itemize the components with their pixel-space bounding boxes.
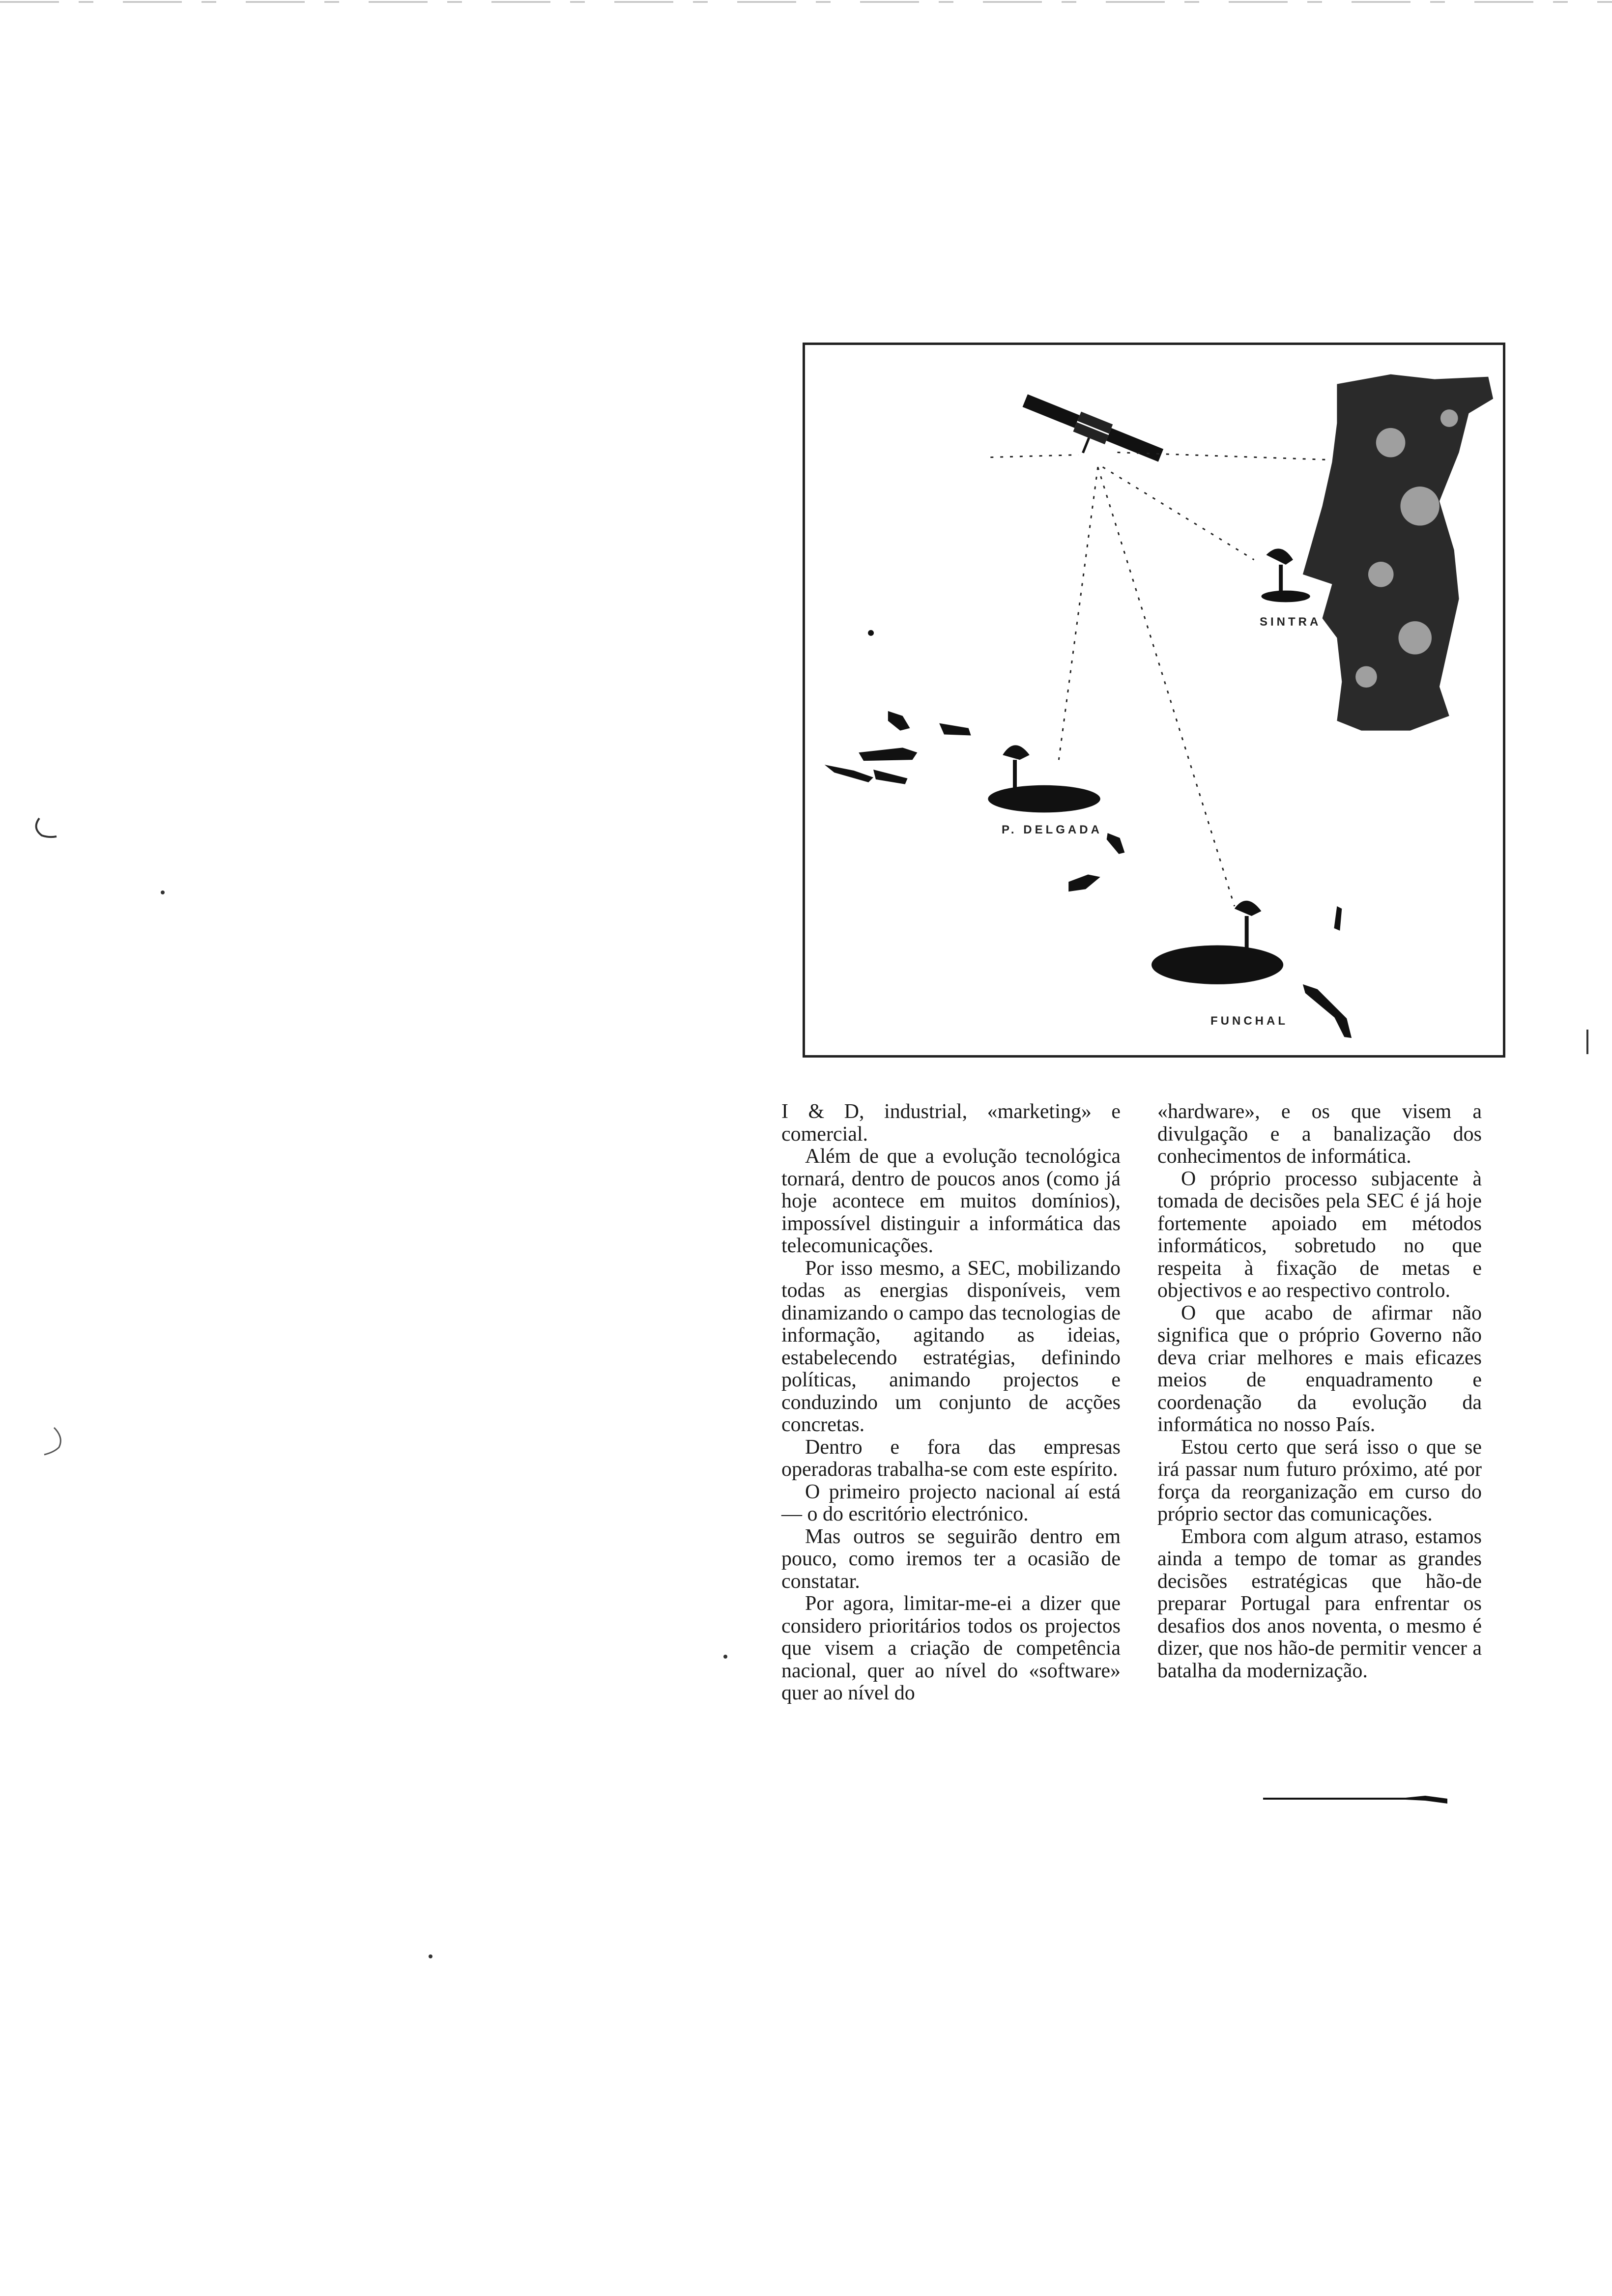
paragraph: O que acabo de afirmar não significa que o próprio Governo não deva criar melhores e mais eficazes meios de enquadramento e coordenação da evolução da informática no nosso País. [1157, 1301, 1482, 1436]
sintra-antenna-icon [1261, 548, 1310, 602]
paragraph: Embora com algum atraso, estamos ainda a tempo de tomar as grandes decisões estratégicas que hão-de preparar Portugal para enfrentar os desafios dos anos noventa, o mesmo é dizer, que nos hão-de permitir vencer a batalha da modernização. [1157, 1525, 1482, 1682]
satellite-map-figure [803, 343, 1505, 1058]
scan-dot [722, 1654, 728, 1660]
paragraph: Por isso mesmo, a SEC, mobilizando todas as energias disponíveis, vem dinamizando o campo das tecnologias de informação, agitando as ideias, estabelecendo estratégias, definindo políticas, animando projectos e conduzindo um conjunto de acções concretas. [781, 1257, 1121, 1436]
scan-mark [29, 816, 59, 855]
paragraph: Estou certo que será isso o que se irá passar num futuro próximo, até por força da reorganização em curso do próprio sector das comunicações. [1157, 1435, 1482, 1525]
paragraph: Mas outros se seguirão dentro em pouco, como iremos ter a ocasião de constatar. [781, 1525, 1121, 1593]
azores-islands-map [825, 711, 1125, 891]
paragraph: Dentro e fora das empresas operadoras trabalha-se com este espírito. [781, 1435, 1121, 1481]
paragraph: Por agora, limitar-me-ei a dizer que considero prioritários todos os projectos que visem a criação de competência nacional, quer ao nível do «software» quer ao nível do [781, 1592, 1121, 1704]
satellite-links [990, 453, 1327, 906]
portugal-mainland-map [1303, 374, 1493, 731]
article-left-column [781, 1101, 1121, 1705]
scan-dot [428, 1953, 433, 1959]
funchal-label: FUNCHAL [1210, 1014, 1288, 1028]
scan-top-edge [0, 0, 1612, 10]
sintra-label: SINTRA [1260, 615, 1322, 629]
paragraph: O próprio processo subjacente à tomada de decisões pela SEC é já hoje fortemente apoiado em métodos informáticos, sobretudo no que respeita à fixação de metas e objectivos e ao respectivo controlo. [1157, 1167, 1482, 1302]
funchal-antenna-icon [1235, 901, 1262, 950]
scan-dot [160, 890, 166, 895]
delgada-antenna-icon [1003, 745, 1030, 789]
satellite-icon [1015, 391, 1165, 480]
article-right-column [1157, 1101, 1482, 1682]
paragraph: O primeiro projecto nacional aí está — o do escritório electrónico. [781, 1480, 1121, 1525]
article-end-rule [1263, 1793, 1450, 1808]
scan-mark [39, 1425, 69, 1464]
satellite-map-drawing [805, 345, 1503, 1055]
scan-mark [1583, 1027, 1592, 1057]
delgada-label: P. DELGADA [1002, 823, 1102, 836]
paragraph: I & D, industrial, «marketing» e comercial. [781, 1100, 1121, 1146]
paragraph: Além de que a evolução tecnológica tornará, dentro de poucos anos (como já hoje acontece em muitos domínios), impossível distinguir a informática das telecomunicações. [781, 1145, 1121, 1257]
map-dot [868, 630, 874, 636]
paragraph: «hardware», e os que visem a divulgação e a banalização dos conhecimentos de informática. [1157, 1100, 1482, 1168]
